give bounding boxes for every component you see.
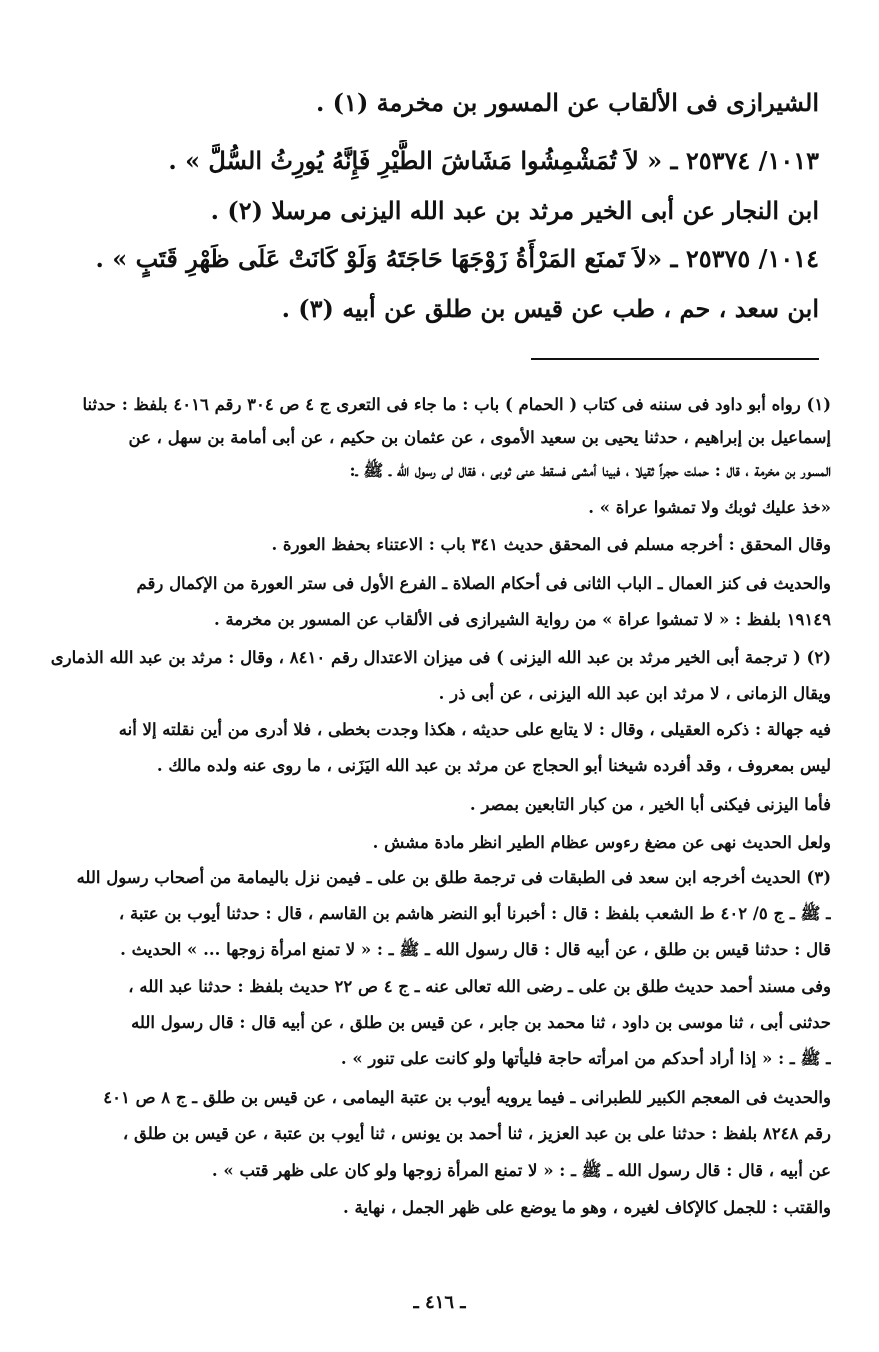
footnote-line: ليس بمعروف ، وقد أفرده شيخنا أبو الحجاج عن مرثد بن عبد الله اليَزَنى ، ما روى عنه ولده مالك . — [156, 756, 831, 775]
footnote-line: «خذ عليك ثوبك ولا تمشوا عراة » . — [588, 498, 831, 517]
footnote-line: ـ ﷺ ـ ج ٥/ ٤٠٢ ط الشعب بلفظ : قال : أخبرنا أبو النضر هاشم بن القاسم ، قال : حدثنا أيوب بن عتبة ، — [118, 904, 831, 923]
footnote-line: والحديث فى كنز العمال ـ الباب الثانى فى أحكام الصلاة ـ الفرع الأول فى ستر العورة من الإكمال رقم — [136, 574, 831, 593]
footnote-line: وفى مسند أحمد حديث طلق بن على ـ رضى الله تعالى عنه ـ ج ٤ ص ٢٢ حديث بلفظ : حدثنا عبد الله ، — [128, 977, 831, 996]
footnote-line: وقال المحقق : أخرجه مسلم فى المحقق حديث ٣٤١ باب : الاعتناء بحفظ العورة . — [271, 535, 831, 554]
main-text-line: الشيرازى فى الألقاب عن المسور بن مخرمة (١) . — [315, 88, 819, 117]
footnote-line: حدثنى أبى ، ثنا موسى بن داود ، ثنا محمد بن جابر ، عن قيس بن طلق ، عن أبيه قال : قال رسول الله — [131, 1013, 831, 1032]
footnote-line: فأما اليزنى فيكنى أبا الخير ، من كبار التابعين بمصر . — [469, 795, 831, 814]
footnote-line: عن أبيه ، قال : قال رسول الله ـ ﷺ ـ : « لا تمنع المرأة زوجها ولو كان على ظهر قتب » . — [211, 1161, 831, 1180]
footnote-line: إسماعيل بن إبراهيم ، حدثنا يحيى بن سعيد الأموى ، عن عثمان بن حكيم ، عن أبى أمامة بن سهل ، عن — [128, 428, 831, 447]
footnote-line: (٢) ( ترجمة أبى الخير مرثد بن عبد الله اليزنى ) فى ميزان الاعتدال رقم ٨٤١٠ ، وقال : مرثد بن عبد الله الذمارى — [50, 648, 831, 667]
footnote-line: ١٩١٤٩ بلفظ : « لا تمشوا عراة » من رواية الشيرازى فى الألقاب عن المسور بن مخرمة . — [213, 610, 831, 629]
footnote-line: (١) رواه أبو داود فى سننه فى كتاب ( الحمام ) باب : ما جاء فى التعرى ج ٤ ص ٣٠٤ رقم ٤٠١٦ بلفظ : حدثنا — [82, 395, 831, 414]
footnote-line: ويقال الزمانى ، لا مرثد ابن عبد الله اليزنى ، عن أبى ذر . — [438, 684, 831, 703]
footnote-line: قال : حدثنا قيس بن طلق ، عن أبيه قال : قال رسول الله ـ ﷺ ـ : « لا تمنع امرأة زوجها ... » الحديث . — [120, 940, 831, 959]
footnote-line: والقتب : للجمل كالإكاف لغيره ، وهو ما يوضع على ظهر الجمل ، نهاية . — [342, 1198, 831, 1217]
main-text-line: ابن النجار عن أبى الخير مرثد بن عبد الله اليزنى مرسلا (٢) . — [210, 196, 819, 225]
page-number: ـ ٤١٦ ـ — [413, 1292, 466, 1313]
footnote-line: رقم ٨٢٤٨ بلفظ : حدثنا على بن عبد العزيز ، ثنا أحمد بن يونس ، ثنا أيوب بن عتبة ، عن قيس بن طلق ، — [122, 1124, 831, 1143]
footnote-line: والحديث فى المعجم الكبير للطبرانى ـ فيما يرويه أيوب بن عتبة اليمامى ، عن قيس بن طلق ـ ج ٨ ص ٤٠١ — [103, 1088, 831, 1107]
main-text-line: ابن سعد ، حم ، طب عن قيس بن طلق عن أبيه (٣) . — [281, 294, 819, 323]
footnote-divider — [531, 358, 819, 360]
footnote-line: ـ ﷺ ـ : « إذا أراد أحدكم من امرأته حاجة فليأتها ولو كانت على تنور » . — [340, 1049, 831, 1068]
footnote-line: المسور بن مخرمة ، قال : حملت حجراً ثقيلا ، فبينا أمشى فسقط عنى ثوبى ، فقال لى رسول الله ـ ﷺ ـ: — [349, 461, 831, 480]
hadith-1014: ١٠١٤/ ٢٥٣٧٥ ـ «لاَ تَمنَع المَرْأَةُ زَوْجَهَا حَاجَتَهُ وَلَوْ كَانَتْ عَلَى ظَهْرِ قَتَبٍ » . — [95, 244, 819, 273]
footnote-line: (٣) الحديث أخرجه ابن سعد فى الطبقات فى ترجمة طلق بن على ـ فيمن نزل باليمامة من أصحاب رسول الله — [76, 868, 831, 887]
hadith-1013: ١٠١٣/ ٢٥٣٧٤ ـ « لاَ تُمَشْمِشُوا مَشَاشَ الطَّيْرِ فَإِنَّهُ يُورِثُ السُّلَّ » . — [168, 146, 819, 175]
footnote-line: فيه جهالة : ذكره العقيلى ، وقال : لا يتابع على حديثه ، هكذا وجدت بخطى ، فلا أدرى من أين نقلته إلا أنه — [118, 720, 831, 739]
footnote-line: ولعل الحديث نهى عن مضغ رءوس عظام الطير انظر مادة مشش . — [372, 833, 831, 852]
